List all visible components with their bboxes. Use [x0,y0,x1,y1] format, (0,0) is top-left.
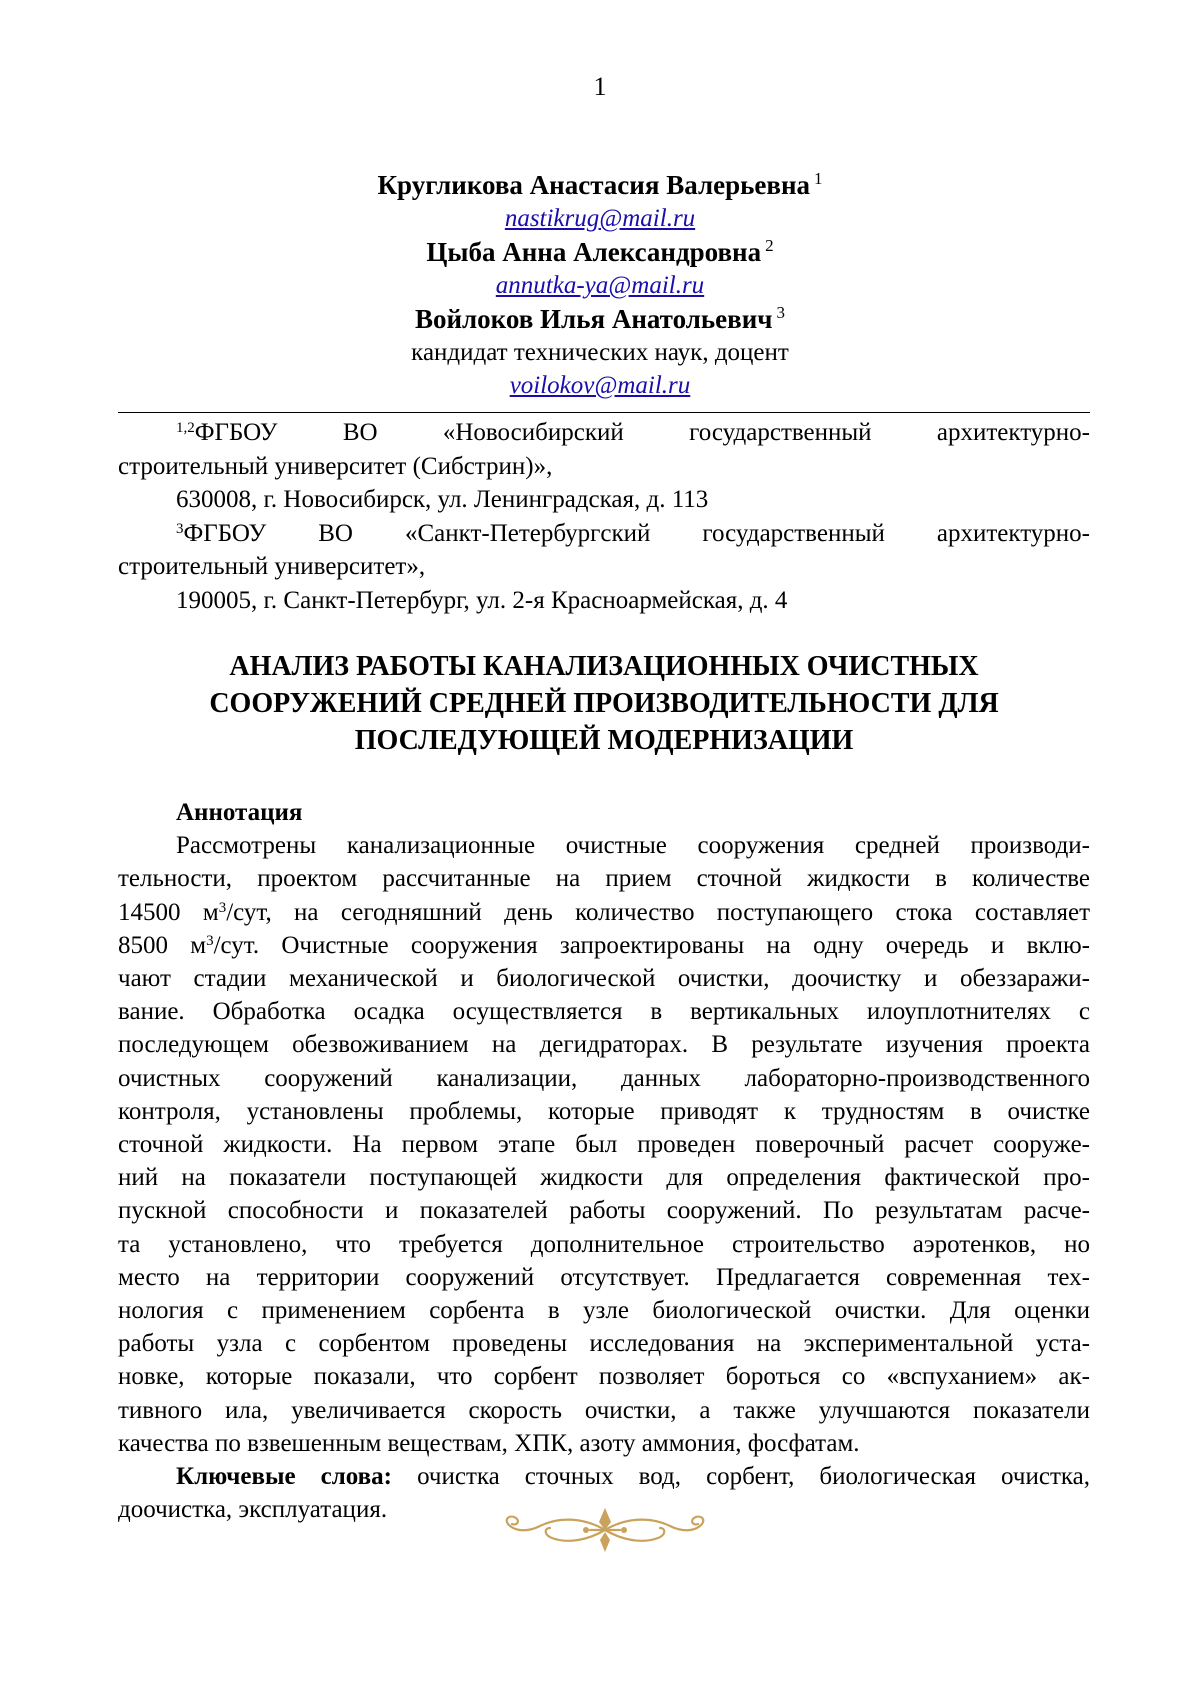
title-line: АНАЛИЗ РАБОТЫ КАНАЛИЗАЦИОННЫХ ОЧИСТНЫХ [229,651,979,682]
abstract [118,796,1090,1526]
affiliations [118,416,1090,617]
author-name: Цыба Анна Александровна $^2$ [426,236,774,267]
abstract-body [118,829,1090,1460]
ornament-divider-icon [490,1500,720,1560]
abstract-line: работы узла с сорбентом проведены исследования на экспериментальной уста- [118,1330,1090,1358]
abstract-line: сточной жидкости. На первом этапе был проведен поверочный расчет сооруже- [118,1131,1090,1159]
affiliation-address: 630008, г. Новосибирск, ул. Ленинградская, д. 113 [176,486,709,513]
author-email-link[interactable]: annutka-ya@mail.ru [495,272,705,299]
abstract-line: контроля, установлены проблемы, которые приводят к трудностям в очистке [118,1097,1090,1125]
abstract-line: нология с применением сорбента в узле биологической очистки. Для оценки [118,1297,1090,1325]
abstract-line: та установлено, что требуется дополнительное строительство аэротенков, но [118,1230,1090,1258]
keywords-line: Ключевые слова: очистка сточных вод, сорбент, биологическая очистка, [176,1463,1091,1491]
affiliation-address: 190005, г. Санкт-Петербург, ул. 2-я Красноармейская, д. 4 [176,586,788,614]
abstract-line: место на территории сооружений отсутствует. Предлагается современная тех- [118,1263,1090,1291]
affiliation-line: $^3$ФГБОУ ВО «Санкт-Петербургский государственный архитектурно- [176,519,1090,547]
separator-rule [118,412,1090,413]
abstract-line: пускной способности и показателей работы сооружений. По результатам расче- [118,1197,1090,1225]
author-block [120,168,1080,402]
abstract-line: чают стадии механической и биологической очистки, доочистку и обеззаражи- [118,965,1090,993]
keywords-label: Ключевые слова: [176,1463,392,1491]
abstract-line: последующем обезвоживанием на дегидраторах. В результате изучения проекта [118,1031,1090,1059]
abstract-line: очистных сооружений канализации, данных лабораторно-производственного [118,1064,1090,1092]
page-number: 1 [593,72,607,101]
author-degree: кандидат технических наук, доцент [411,339,789,366]
affiliation-line: строительный университет», [118,553,426,580]
author-email-link[interactable]: voilokov@mail.ru [509,372,691,399]
keywords-continuation: доочистка, эксплуатация. [118,1496,388,1524]
author-name: Войлоков Илья Анатольевич $^3$ [414,303,786,334]
abstract-line: 8500 $м^3$/сут. Очистные сооружения запроектированы на одну очередь и вклю- [118,931,1090,959]
author-name: Кругликова Анастасия Валерьевна $^1$ [377,169,823,200]
abstract-line: вание. Обработка осадка осуществляется в вертикальных илоуплотнителях с [118,998,1090,1026]
affiliation-line: строительный университет (Сибстрин)», [118,452,553,480]
title-line: СООРУЖЕНИЙ СРЕДНЕЙ ПРОИЗВОДИТЕЛЬНОСТИ ДЛЯ [209,688,999,719]
abstract-line: тивного ила, увеличивается скорость очистки, а также улучшаются показатели [118,1396,1090,1424]
abstract-line: тельности, проектом рассчитанные на прием сточной жидкости в количестве [118,865,1090,893]
abstract-line: качества по взвешенным веществам, ХПК, азоту аммония, фосфатам. [118,1429,860,1457]
abstract-line: Рассмотрены канализационные очистные сооружения средней производи- [176,832,1090,860]
affiliation-line: $^{1,2}$ФГБОУ ВО «Новосибирский государственный архитектурно- [176,419,1090,446]
author-email-link[interactable]: nastikrug@mail.ru [504,205,696,232]
abstract-line: ний на показатели поступающей жидкости для определения фактической про- [118,1164,1090,1192]
abstract-line: 14500 $м^3$/сут, на сегодняшний день количество поступающего стока составляет [118,898,1091,926]
paper-title [118,648,1090,759]
title-line: ПОСЛЕДУЮЩЕЙ МОДЕРНИЗАЦИИ [354,725,854,756]
abstract-line: новке, которые показали, что сорбент позволяет бороться со «вспуханием» ак- [118,1363,1090,1391]
abstract-heading: Аннотация [176,799,303,826]
